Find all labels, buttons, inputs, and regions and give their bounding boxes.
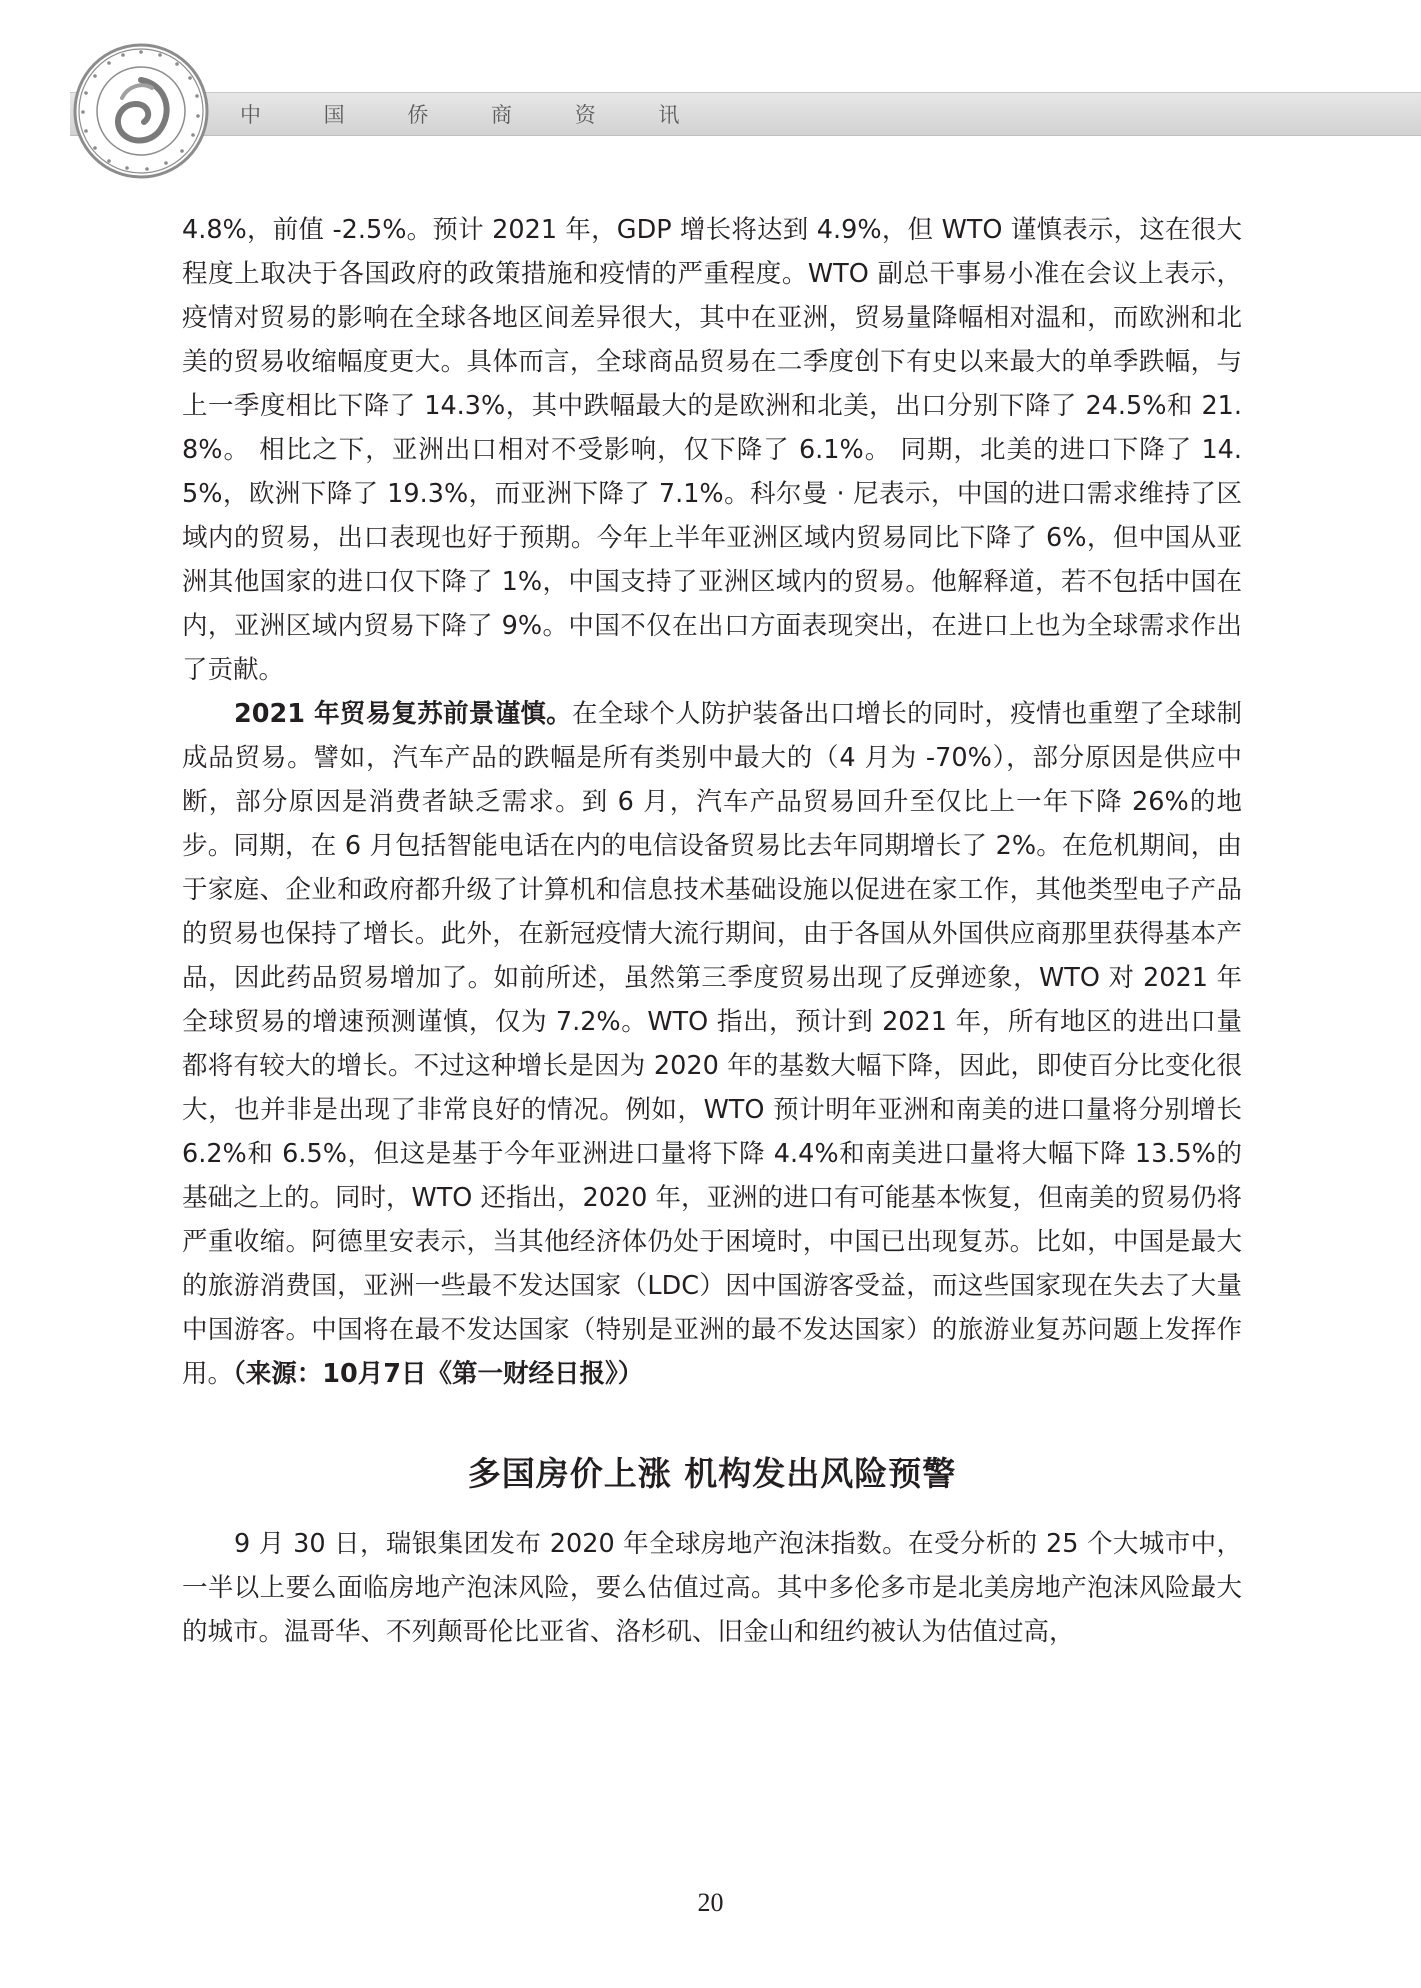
page-number: 20 — [697, 1888, 724, 1917]
article2-paragraph: 9 月 30 日，瑞银集团发布 2020 年全球房地产泡沫指数。在受分析的 25 个大城市中，一半以上要么面临房地产泡沫风险，要么估值过高。其中多伦多市是北美房地产泡沫风险最大的城市。温哥华、不列颠哥伦比亚省、洛杉矶、旧金山和纽约被认为估值过高， — [182, 1529, 1242, 1647]
paragraph-2-text: 在全球个人防护装备出口增长的同时，疫情也重塑了全球制成品贸易。譬如，汽车产品的跌幅是所有类别中最大的（4 月为 -70%），部分原因是供应中断，部分原因是消费者缺乏需求。到 6 月，汽车产品贸易回升至仅比上一年下降 26%的地步。同期，在 6 月包括智能电话在内的电信设备贸易比去年同期增长了 2%。在危机期间，由于家庭、企业和政府都升级了计算机和信息技术基础设施以促进在家工作，其他类型电子产品的贸易也保持了增长。此外，在新冠疫情大流行期间，由于各国从外国供应商那里获得基本产品，因此药品贸易增加了。如前所述，虽然第三季度贸易出现了反弹迹象，WTO 对 2021 年全球贸易的增速预测谨慎，仅为 7.2%。WTO 指出，预计到 2021 年，所有地区的进出口量都将有较大的增长。不过这种增长是因为 2020 年的基数大幅下降，因此，即使百分比变化很大，也并非是出现了非常良好的情况。例如，WTO 预计明年亚洲和南美的进口量将分别增长 6.2%和 6.5%，但这是基于今年亚洲进口量将下降 4.4%和南美进口量将大幅下降 13.5%的基础之上的。同时，WTO 还指出，2020 年，亚洲的进口有可能基本恢复，但南美的贸易仍将严重收缩。阿德里安表示，当其他经济体仍处于困境时，中国已出现复苏。比如，中国是最大的旅游消费国，亚洲一些最不发达国家（LDC）因中国游客受益，而这些国家现在失去了大量中国游客。中国将在最不发达国家（特别是亚洲的最不发达国家）的旅游业复苏问题上发挥作用。 — [182, 699, 1242, 1389]
paragraph-2 — [182, 692, 1242, 1396]
article-body — [182, 208, 1242, 1654]
article-heading: 多国房价上涨 机构发出风险预警 — [467, 1454, 957, 1493]
organization-logo — [70, 40, 212, 182]
paragraph-2-lead: 2021 年贸易复苏前景谨慎。 — [234, 699, 572, 729]
header-title: 中 国 侨 商 资 讯 — [240, 103, 708, 127]
logo-emblem-icon — [70, 40, 212, 182]
paragraph-1 — [182, 208, 1242, 692]
paragraph-1-text: 4.8%，前值 -2.5%。预计 2021 年，GDP 增长将达到 4.9%，但 WTO 谨慎表示，这在很大程度上取决于各国政府的政策措施和疫情的严重程度。WTO 副总干事易小准在会议上表示，疫情对贸易的影响在全球各地区间差异很大，其中在亚洲，贸易量降幅相对温和，而欧洲和北美的贸易收缩幅度更大。具体而言，全球商品贸易在二季度创下有史以来最大的单季跌幅，与上一季度相比下降了 14.3%，其中跌幅最大的是欧洲和北美，出口分别下降了 24.5%和 21.8%。 相比之下，亚洲出口相对不受影响，仅下降了 6.1%。 同期，北美的进口下降了 14.5%，欧洲下降了 19.3%，而亚洲下降了 7.1%。科尔曼 · 尼表示，中国的进口需求维持了区域内的贸易，出口表现也好于预期。今年上半年亚洲区域内贸易同比下降了 6%，但中国从亚洲其他国家的进口仅下降了 1%，中国支持了亚洲区域内的贸易。他解释道，若不包括中国在内，亚洲区域内贸易下降了 9%。中国不仅在出口方面表现突出，在进口上也为全球需求作出了贡献。 — [182, 215, 1242, 685]
paragraph-2-source: （来源：10月7日《第一财经日报》） — [233, 1359, 644, 1389]
